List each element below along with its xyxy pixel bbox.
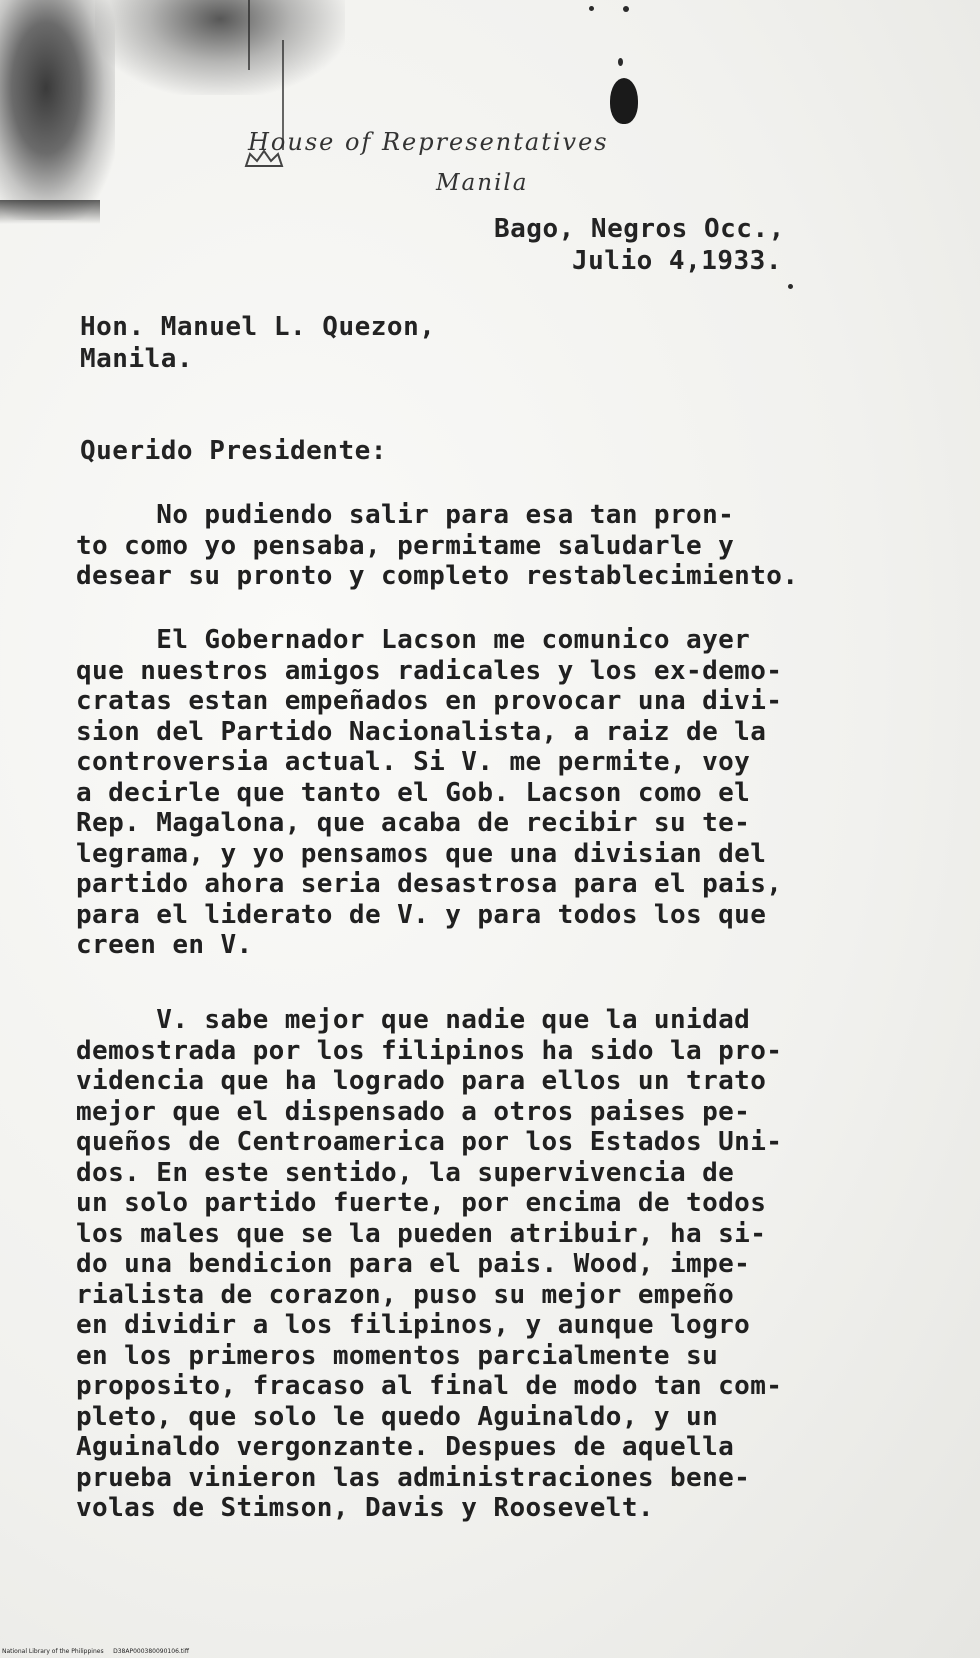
ink-speck bbox=[618, 58, 623, 66]
paragraph-line: partido ahora seria desastrosa para el pais, bbox=[76, 869, 783, 899]
ink-speck bbox=[589, 6, 594, 11]
paragraph-line: sion del Partido Nacionalista, a raiz de la bbox=[76, 716, 767, 747]
letterhead-city: Manila bbox=[436, 170, 529, 196]
paragraph-line: Rep. Magalona, que acaba de recibir su te- bbox=[76, 808, 751, 838]
paragraph-line: legrama, y yo pensamos que una divisian del bbox=[76, 838, 767, 869]
paragraph-line: controversia actual. Si V. me permite, voy bbox=[76, 747, 751, 777]
paragraph-line: pleto, que solo le quedo Aguinaldo, y un bbox=[76, 1401, 719, 1432]
ink-blot bbox=[610, 78, 638, 124]
paragraph-line: to como yo pensaba, permitame saludarle y bbox=[76, 530, 735, 561]
paragraph-line: cratas estan empeñados en provocar una divi- bbox=[76, 686, 783, 716]
paragraph-line: en dividir a los filipinos, y aunque logro bbox=[76, 1310, 751, 1340]
addressee-city: Manila. bbox=[80, 344, 194, 374]
paragraph-line: rialista de corazon, puso su mejor empeño bbox=[76, 1279, 735, 1310]
paragraph-line: videncia que ha logrado para ellos un trato bbox=[76, 1066, 767, 1096]
paragraph-line: do una bendicion para el pais. Wood, impe- bbox=[76, 1249, 751, 1279]
paragraph-3 bbox=[76, 1005, 782, 1524]
salutation: Querido Presidente: bbox=[80, 436, 387, 466]
letter-place: Bago, Negros Occ., bbox=[494, 214, 785, 244]
paragraph-line: volas de Stimson, Davis y Roosevelt. bbox=[76, 1493, 654, 1523]
paragraph-line: prueba vinieron las administraciones bene- bbox=[76, 1462, 751, 1493]
paper-fold-shadow bbox=[0, 200, 100, 224]
paragraph-2 bbox=[76, 625, 782, 961]
paragraph-line: dos. En este sentido, la supervivencia de bbox=[76, 1157, 735, 1188]
paragraph-line: mejor que el dispensado a otros paises pe- bbox=[76, 1096, 751, 1127]
letterhead-title: House of Representatives bbox=[248, 128, 609, 156]
paragraph-line: a decirle que tanto el Gob. Lacson como el bbox=[76, 777, 751, 808]
paragraph-line: proposito, fracaso al final de modo tan com- bbox=[76, 1371, 783, 1401]
archive-footer: National Library of the Philippines D38AP000380090106.tiff bbox=[2, 1648, 189, 1655]
letter-date: Julio 4,1933. bbox=[572, 246, 782, 276]
paragraph-line: que nuestros amigos radicales y los ex-demo- bbox=[76, 655, 783, 686]
paragraph-line: El Gobernador Lacson me comunico ayer bbox=[76, 625, 751, 655]
paragraph-line: queños de Centroamerica por los Estados Uni- bbox=[76, 1127, 783, 1157]
ink-speck bbox=[788, 284, 793, 289]
paragraph-line: No pudiendo salir para esa tan pron- bbox=[76, 500, 735, 530]
addressee-name: Hon. Manuel L. Quezon, bbox=[80, 312, 436, 342]
paragraph-line: demostrada por los filipinos ha sido la pro- bbox=[76, 1035, 783, 1066]
paragraph-line: creen en V. bbox=[76, 930, 253, 960]
paragraph-line: los males que se la pueden atribuir, ha si- bbox=[76, 1218, 767, 1249]
scan-smudge-top bbox=[95, 0, 345, 95]
paragraph-line: Aguinaldo vergonzante. Despues de aquella bbox=[76, 1432, 735, 1462]
paragraph-line: un solo partido fuerte, por encima de todos bbox=[76, 1188, 767, 1218]
paragraph-line: para el liderato de V. y para todos los que bbox=[76, 899, 767, 930]
paragraph-line: V. sabe mejor que nadie que la unidad bbox=[76, 1005, 751, 1035]
paragraph-line: desear su pronto y completo restablecimiento. bbox=[76, 561, 799, 591]
paragraph-line: en los primeros momentos parcialmente su bbox=[76, 1340, 719, 1371]
scan-line bbox=[248, 0, 250, 70]
paragraph-1 bbox=[76, 500, 798, 592]
ink-speck bbox=[623, 6, 629, 12]
